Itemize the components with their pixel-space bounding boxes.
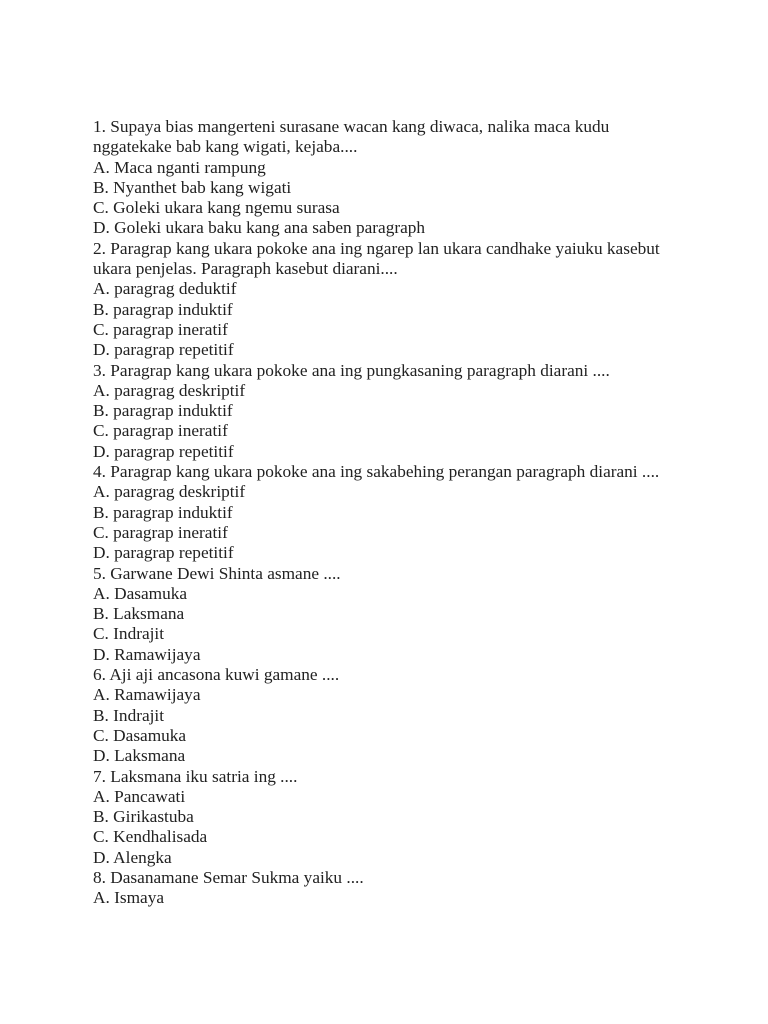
document-page	[93, 117, 663, 909]
question-6-option-b: B. Indrajit	[93, 705, 165, 725]
question-1-option-c: C. Goleki ukara kang ngemu surasa	[93, 198, 340, 218]
question-3-text: 3. Paragrap kang ukara pokoke ana ing pungkasaning paragraph diarani ....	[93, 360, 610, 380]
question-7-option-c: C. Kendhalisada	[93, 827, 208, 847]
question-5-text: 5. Garwane Dewi Shinta asmane ....	[93, 563, 341, 583]
question-2-option-a: A. paragrag deduktif	[93, 279, 237, 299]
question-5-option-d: D. Ramawijaya	[93, 644, 201, 664]
question-6-option-c: C. Dasamuka	[93, 725, 187, 745]
question-8-option-a: A. Ismaya	[93, 888, 165, 908]
question-6-option-a: A. Ramawijaya	[93, 685, 201, 705]
question-7-text: 7. Laksmana iku satria ing ....	[93, 766, 298, 786]
question-5-option-a: A. Dasamuka	[93, 583, 188, 603]
question-5-option-c: C. Indrajit	[93, 624, 165, 644]
question-1-option-d: D. Goleki ukara baku kang ana saben paragraph	[93, 218, 426, 238]
question-3-option-d: D. paragrap repetitif	[93, 441, 234, 461]
question-3-option-b: B. paragrap induktif	[93, 401, 233, 421]
question-4-option-d: D. paragrap repetitif	[93, 543, 234, 563]
question-1-text: 1. Supaya bias mangerteni surasane wacan kang diwaca, nalika maca kudu nggatekake bab kang wigati, kejaba....	[93, 117, 610, 157]
question-3-option-c: C. paragrap ineratif	[93, 421, 228, 441]
question-2-option-b: B. paragrap induktif	[93, 299, 233, 319]
question-7-option-d: D. Alengka	[93, 847, 172, 867]
question-7-option-b: B. Girikastuba	[93, 807, 194, 827]
question-5-option-b: B. Laksmana	[93, 604, 185, 624]
question-4-option-a: A. paragrag deskriptif	[93, 482, 246, 502]
question-4-text: 4. Paragrap kang ukara pokoke ana ing sakabehing perangan paragraph diarani ....	[93, 462, 660, 482]
question-2-option-c: C. paragrap ineratif	[93, 319, 228, 339]
question-1-option-a: A. Maca nganti rampung	[93, 157, 266, 177]
question-7-option-a: A. Pancawati	[93, 786, 186, 806]
question-3-option-a: A. paragrag deskriptif	[93, 380, 246, 400]
question-4-option-c: C. paragrap ineratif	[93, 522, 228, 542]
question-2-text: 2. Paragrap kang ukara pokoke ana ing ngarep lan ukara candhake yaiuku kasebut ukara penjelas. Paragraph kasebut diarani....	[93, 238, 660, 279]
question-6-option-d: D. Laksmana	[93, 746, 186, 766]
question-8-text: 8. Dasanamane Semar Sukma yaiku ....	[93, 867, 364, 887]
question-2-option-d: D. paragrap repetitif	[93, 340, 234, 360]
question-1-option-b: B. Nyanthet bab kang wigati	[93, 177, 292, 197]
question-6-text: 6. Aji aji ancasona kuwi gamane ....	[93, 665, 340, 685]
question-4-option-b: B. paragrap induktif	[93, 502, 233, 522]
